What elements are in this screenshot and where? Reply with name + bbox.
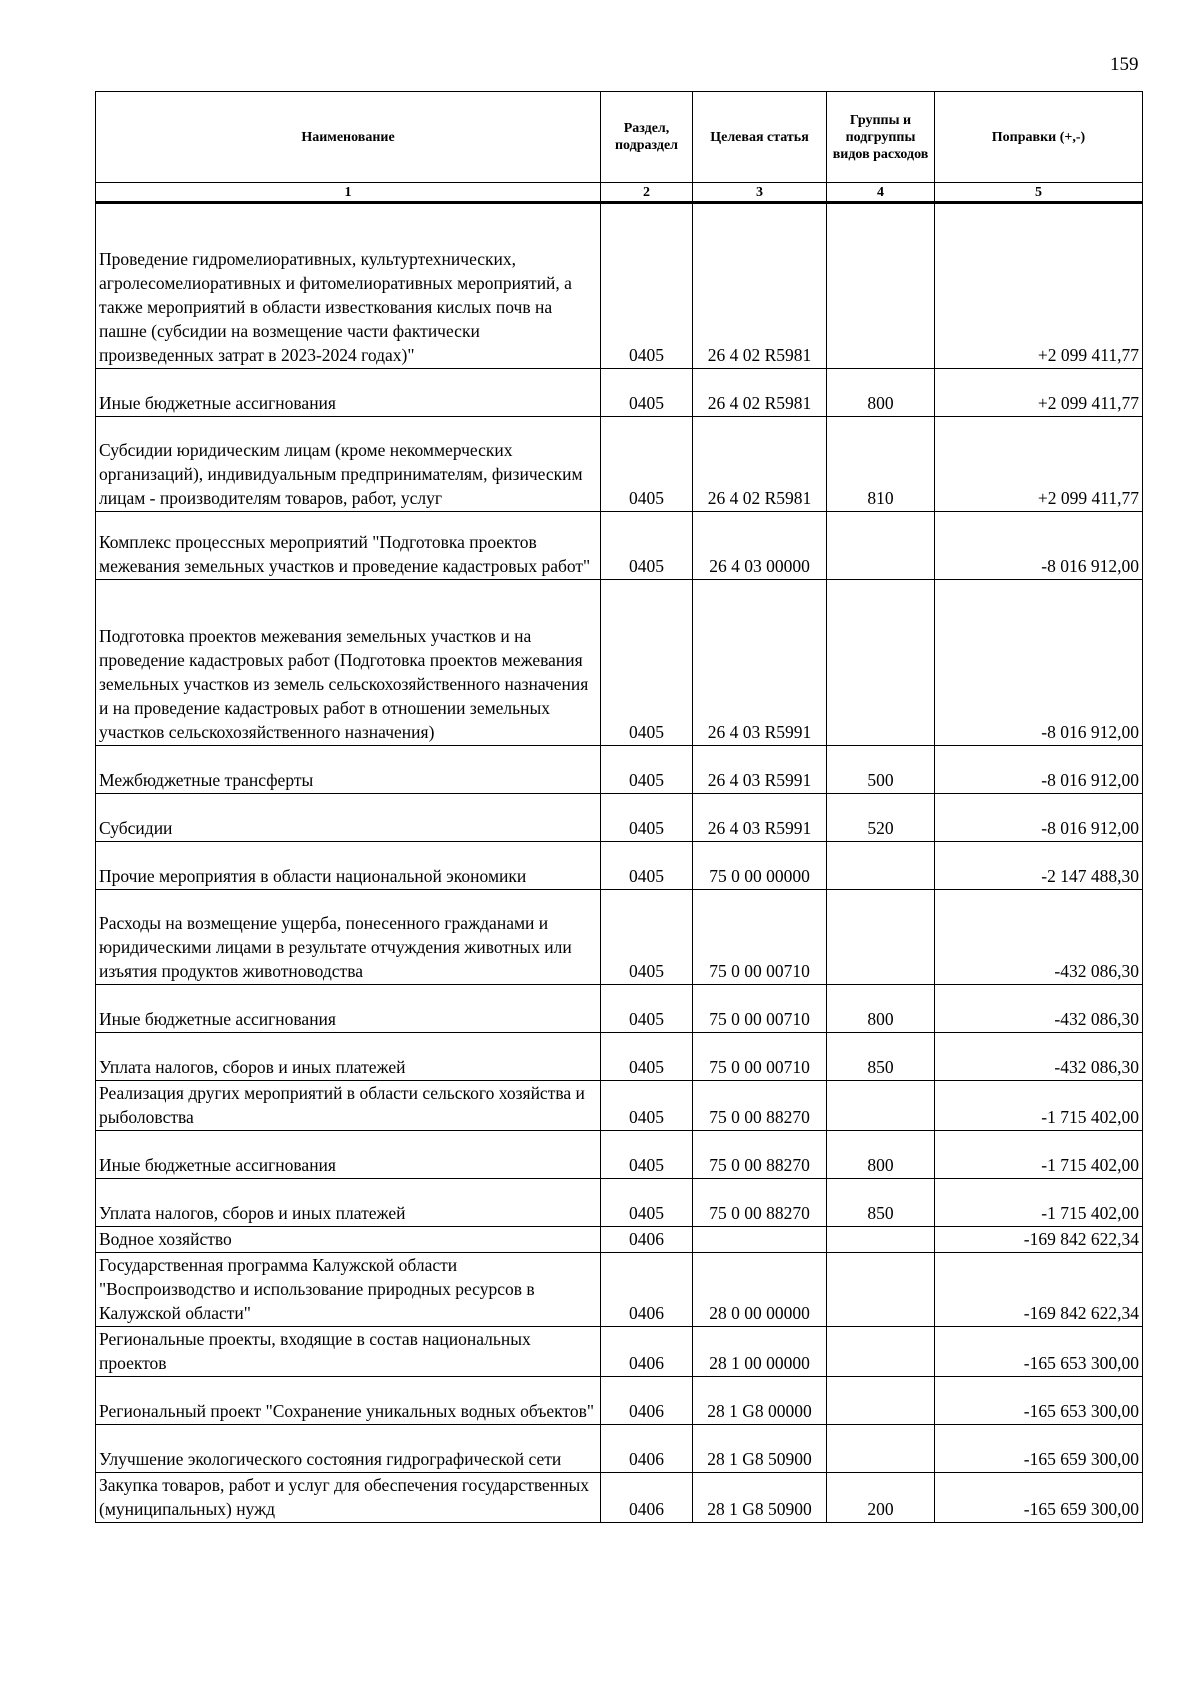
table-row [96,1253,1143,1327]
row-name: Уплата налогов, сборов и иных платежей [96,1033,601,1081]
table-row [96,1425,1143,1473]
row-section: 0405 [601,417,693,512]
row-article: 26 4 03 R5991 [693,746,827,794]
row-amount: +2 099 411,77 [935,369,1143,417]
row-article: 75 0 00 00000 [693,842,827,890]
row-group: 800 [827,369,935,417]
row-section: 0405 [601,890,693,985]
row-name: Субсидии юридическим лицам (кроме некоммерческих организаций), индивидуальным предпринимателям, физическим лицам - производителям товаров, работ, услуг [96,417,601,512]
table-row [96,203,1143,369]
row-article: 75 0 00 88270 [693,1179,827,1227]
row-section: 0406 [601,1327,693,1377]
column-number-row [96,183,1143,203]
row-name: Государственная программа Калужской области "Воспроизводство и использование природных ресурсов в Калужской области" [96,1253,601,1327]
row-article: 75 0 00 00710 [693,985,827,1033]
row-amount: -1 715 402,00 [935,1131,1143,1179]
row-group [827,842,935,890]
row-name: Улучшение экологического состояния гидрографической сети [96,1425,601,1473]
row-amount: -8 016 912,00 [935,512,1143,580]
row-article: 26 4 02 R5981 [693,417,827,512]
row-article: 28 1 00 00000 [693,1327,827,1377]
row-article: 26 4 03 R5991 [693,794,827,842]
row-section: 0406 [601,1227,693,1253]
table-body [96,203,1143,1523]
row-name: Водное хозяйство [96,1227,601,1253]
table-row [96,1179,1143,1227]
row-amount: +2 099 411,77 [935,417,1143,512]
table-row [96,794,1143,842]
col-number: 4 [827,183,935,203]
table-row [96,1377,1143,1425]
row-group [827,1425,935,1473]
col-header-group: Группы и подгруппы видов расходов [827,92,935,183]
row-section: 0405 [601,580,693,746]
row-name: Расходы на возмещение ущерба, понесенного гражданами и юридическими лицами в результате отчуждения животных или изъятия продуктов животноводства [96,890,601,985]
row-section: 0405 [601,1081,693,1131]
row-name: Прочие мероприятия в области национальной экономики [96,842,601,890]
row-amount: -1 715 402,00 [935,1179,1143,1227]
col-header-section: Раздел, подраздел [601,92,693,183]
row-name: Уплата налогов, сборов и иных платежей [96,1179,601,1227]
table-row [96,1227,1143,1253]
row-amount: -432 086,30 [935,890,1143,985]
row-section: 0406 [601,1253,693,1327]
row-name: Закупка товаров, работ и услуг для обеспечения государственных (муниципальных) нужд [96,1473,601,1523]
row-article: 28 1 G8 00000 [693,1377,827,1425]
row-group: 520 [827,794,935,842]
row-article: 28 0 00 00000 [693,1253,827,1327]
row-group: 500 [827,746,935,794]
row-group: 850 [827,1179,935,1227]
row-section: 0405 [601,203,693,369]
row-name: Иные бюджетные ассигнования [96,369,601,417]
row-amount: +2 099 411,77 [935,203,1143,369]
page-number: 159 [1110,54,1139,75]
row-article: 28 1 G8 50900 [693,1473,827,1523]
row-amount: -8 016 912,00 [935,580,1143,746]
row-amount: -169 842 622,34 [935,1227,1143,1253]
row-section: 0405 [601,512,693,580]
row-amount: -165 659 300,00 [935,1473,1143,1523]
col-number: 5 [935,183,1143,203]
row-group: 810 [827,417,935,512]
row-article: 26 4 02 R5981 [693,369,827,417]
table-row [96,512,1143,580]
row-section: 0405 [601,369,693,417]
row-article: 28 1 G8 50900 [693,1425,827,1473]
table-row [96,1081,1143,1131]
row-amount: -8 016 912,00 [935,794,1143,842]
row-group [827,203,935,369]
row-section: 0405 [601,1033,693,1081]
table-row [96,369,1143,417]
table-row [96,890,1143,985]
row-amount: -1 715 402,00 [935,1081,1143,1131]
row-name: Комплекс процессных мероприятий "Подготовка проектов межевания земельных участков и проведение кадастровых работ" [96,512,601,580]
row-amount: -432 086,30 [935,985,1143,1033]
col-header-article: Целевая статья [693,92,827,183]
table-row [96,580,1143,746]
row-article: 26 4 03 00000 [693,512,827,580]
row-name: Межбюджетные трансферты [96,746,601,794]
row-section: 0406 [601,1425,693,1473]
row-group: 800 [827,985,935,1033]
row-name: Иные бюджетные ассигнования [96,985,601,1033]
row-group [827,512,935,580]
row-name: Субсидии [96,794,601,842]
row-amount: -432 086,30 [935,1033,1143,1081]
row-group [827,890,935,985]
table-row [96,1473,1143,1523]
row-amount: -8 016 912,00 [935,746,1143,794]
row-group: 200 [827,1473,935,1523]
row-article: 75 0 00 88270 [693,1131,827,1179]
table-row [96,1327,1143,1377]
table-row [96,417,1143,512]
row-article [693,1227,827,1253]
col-number: 1 [96,183,601,203]
col-header-amount: Поправки (+,-) [935,92,1143,183]
row-article: 75 0 00 88270 [693,1081,827,1131]
table-row [96,985,1143,1033]
row-group [827,1377,935,1425]
row-article: 75 0 00 00710 [693,1033,827,1081]
row-name: Региональный проект "Сохранение уникальных водных объектов" [96,1377,601,1425]
row-amount: -169 842 622,34 [935,1253,1143,1327]
row-article: 26 4 02 R5981 [693,203,827,369]
col-number: 2 [601,183,693,203]
row-section: 0405 [601,985,693,1033]
row-section: 0405 [601,746,693,794]
row-article: 26 4 03 R5991 [693,580,827,746]
row-section: 0405 [601,1131,693,1179]
table-row [96,842,1143,890]
row-group [827,1227,935,1253]
row-section: 0405 [601,1179,693,1227]
row-name: Подготовка проектов межевания земельных участков и на проведение кадастровых работ (Подготовка проектов межевания земельных участков из земель сельскохозяйственного назначения и на проведение кадастровых работ в отношении земельных участков сельскохозяйственного назначения) [96,580,601,746]
row-group [827,1327,935,1377]
row-article: 75 0 00 00710 [693,890,827,985]
row-name: Реализация других мероприятий в области сельского хозяйства и рыболовства [96,1081,601,1131]
row-amount: -2 147 488,30 [935,842,1143,890]
row-amount: -165 653 300,00 [935,1327,1143,1377]
row-section: 0405 [601,842,693,890]
row-amount: -165 653 300,00 [935,1377,1143,1425]
row-name: Иные бюджетные ассигнования [96,1131,601,1179]
row-group [827,1253,935,1327]
table-row [96,746,1143,794]
table-row [96,1131,1143,1179]
col-number: 3 [693,183,827,203]
budget-table [95,91,1143,1523]
row-group: 800 [827,1131,935,1179]
row-name: Региональные проекты, входящие в состав национальных проектов [96,1327,601,1377]
row-group: 850 [827,1033,935,1081]
row-amount: -165 659 300,00 [935,1425,1143,1473]
col-header-name: Наименование [96,92,601,183]
row-group [827,1081,935,1131]
header-row [96,92,1143,183]
row-section: 0406 [601,1377,693,1425]
row-section: 0405 [601,794,693,842]
row-name: Проведение гидромелиоративных, культуртехнических, агролесомелиоративных и фитомелиоративных мероприятий, а также мероприятий в области известкования кислых почв на пашне (субсидии на возмещение части фактически произведенных затрат в 2023-2024 годах)" [96,203,601,369]
table-row [96,1033,1143,1081]
row-group [827,580,935,746]
row-section: 0406 [601,1473,693,1523]
